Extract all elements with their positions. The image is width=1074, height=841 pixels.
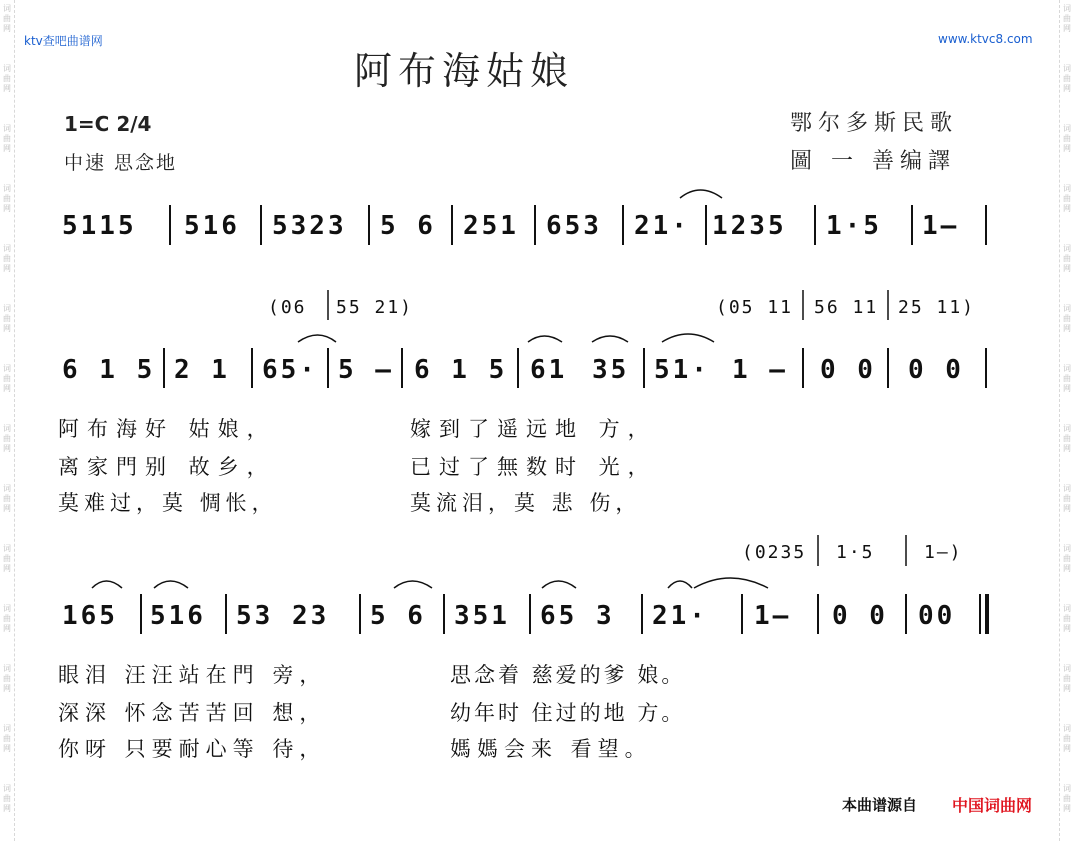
site-watermark-right: www.ktvc8.com bbox=[938, 32, 1033, 46]
lyric-line: 媽媽会来 看望。 bbox=[450, 737, 652, 761]
margin-watermark: 词 曲 网 bbox=[1063, 304, 1071, 333]
margin-watermark: 词 曲 网 bbox=[3, 484, 11, 513]
intro-measure: 25 11) bbox=[898, 297, 976, 318]
margin-watermark: 词 曲 网 bbox=[3, 304, 11, 333]
measure: 35 bbox=[592, 355, 630, 385]
measure: 5 6 bbox=[380, 211, 436, 241]
lyric-line: 眼泪 汪汪站在門 旁， bbox=[58, 663, 327, 687]
measure: 0 0 bbox=[908, 355, 964, 385]
margin-watermark: 词 曲 网 bbox=[3, 4, 11, 33]
song-origin: 鄂尔多斯民歌 bbox=[790, 111, 959, 136]
measure: 5115 bbox=[62, 211, 137, 241]
tie-arc bbox=[592, 336, 628, 342]
lyric-line: 阿布海好 姑娘， bbox=[58, 417, 276, 441]
score-line-3 bbox=[62, 578, 987, 634]
lyric-line: 离家門别 故乡， bbox=[58, 455, 276, 479]
measure: 2 1 bbox=[174, 355, 230, 385]
measure: 251 bbox=[463, 211, 519, 241]
margin-watermark: 词 曲 网 bbox=[1063, 64, 1071, 93]
intro-measure: (05 11 bbox=[716, 297, 794, 318]
margin-watermark: 词 曲 网 bbox=[3, 544, 11, 573]
measure: 516 bbox=[184, 211, 240, 241]
margin-watermark: 词 曲 网 bbox=[3, 784, 11, 813]
tie-arc bbox=[528, 336, 562, 342]
measure: 351 bbox=[454, 601, 510, 631]
margin-watermark: 词 曲 网 bbox=[1063, 544, 1071, 573]
margin-watermark: 词 曲 网 bbox=[1063, 664, 1071, 693]
tie-arc bbox=[92, 581, 122, 588]
intro-measure: (06 bbox=[268, 297, 307, 318]
score-line-3-intro bbox=[742, 535, 963, 566]
margin-watermark: 词 曲 网 bbox=[1063, 4, 1071, 33]
measure: 5 6 bbox=[370, 601, 426, 631]
site-watermark-left: ktv查吧曲谱网 bbox=[24, 34, 103, 48]
margin-watermark: 词 曲 网 bbox=[3, 424, 11, 453]
margin-watermark: 词 曲 网 bbox=[1063, 724, 1071, 753]
margin-watermark: 词 曲 网 bbox=[1063, 184, 1071, 213]
key-signature: 1=C 2/4 bbox=[64, 112, 152, 136]
measure: 00 bbox=[918, 601, 956, 631]
measure: 1— bbox=[754, 601, 792, 631]
measure: 0 0 bbox=[820, 355, 876, 385]
margin-watermark: 词 曲 网 bbox=[3, 604, 11, 633]
margin-watermark: 词 曲 网 bbox=[1063, 604, 1071, 633]
measure: 1·5 bbox=[826, 211, 882, 241]
intro-measure: 1·5 bbox=[836, 542, 875, 563]
intro-measure: 55 21) bbox=[336, 297, 414, 318]
measure: 5323 bbox=[272, 211, 347, 241]
tie-arc bbox=[668, 581, 692, 588]
source-label: 本曲谱源自 bbox=[842, 796, 918, 814]
measure: 0 0 bbox=[832, 601, 888, 631]
score-line-1 bbox=[62, 190, 986, 245]
margin-watermark: 词 曲 网 bbox=[1063, 484, 1071, 513]
tie-arc bbox=[542, 581, 576, 588]
measure: 51· bbox=[654, 355, 710, 385]
intro-measure: 56 11 bbox=[814, 297, 879, 318]
tie-arc bbox=[298, 335, 336, 342]
tie-arc bbox=[662, 334, 714, 342]
measure: 653 bbox=[546, 211, 602, 241]
measure: 6 1 5 bbox=[62, 355, 156, 385]
margin-watermark: 词 曲 网 bbox=[3, 364, 11, 393]
margin-watermark: 词 曲 网 bbox=[1063, 124, 1071, 153]
measure: 5 — bbox=[338, 355, 394, 385]
measure: 65 3 bbox=[540, 601, 615, 631]
lyric-line: 莫难过，莫 惆怅， bbox=[58, 491, 278, 515]
intro-measure: (0235 bbox=[742, 542, 807, 563]
lyric-line: 莫流泪，莫 悲 伤， bbox=[410, 491, 642, 515]
song-title: 阿布海姑娘 bbox=[354, 49, 575, 93]
measure: 165 bbox=[62, 601, 118, 631]
tie-arc bbox=[154, 581, 188, 588]
margin-watermark: 词 曲 网 bbox=[3, 64, 11, 93]
source-site-link[interactable]: 中国词曲网 bbox=[952, 796, 1033, 815]
measure: 21· bbox=[634, 211, 690, 241]
margin-watermark: 词 曲 网 bbox=[3, 184, 11, 213]
margin-watermark: 词 曲 网 bbox=[1063, 784, 1071, 813]
score-line-2 bbox=[62, 334, 986, 388]
tie-arc bbox=[694, 578, 768, 588]
lyric-line: 幼年时 住过的地 方。 bbox=[450, 701, 686, 725]
measure: 1 — bbox=[732, 355, 788, 385]
measure: 1— bbox=[922, 211, 960, 241]
margin-watermark: 词 曲 网 bbox=[1063, 424, 1071, 453]
score-line-2-intro bbox=[268, 290, 975, 320]
margin-watermark: 词 曲 网 bbox=[3, 244, 11, 273]
margin-watermark: 词 曲 网 bbox=[1063, 364, 1071, 393]
measure: 61 bbox=[530, 355, 568, 385]
lyric-line: 嫁到了遥远地 方， bbox=[410, 417, 657, 441]
measure: 1235 bbox=[712, 211, 787, 241]
measure: 516 bbox=[150, 601, 206, 631]
measure: 53 23 bbox=[236, 601, 330, 631]
tie-arc bbox=[680, 190, 722, 198]
measure: 21· bbox=[652, 601, 708, 631]
lyric-line: 已过了無数时 光， bbox=[410, 455, 657, 479]
lyric-line: 你呀 只要耐心等 待， bbox=[58, 737, 327, 761]
margin-watermark: 词 曲 网 bbox=[3, 124, 11, 153]
measure: 65· bbox=[262, 355, 318, 385]
lyric-line: 思念着 慈爱的爹 娘。 bbox=[450, 663, 686, 687]
measure: 6 1 5 bbox=[414, 355, 508, 385]
margin-watermark: 词 曲 网 bbox=[3, 664, 11, 693]
margin-watermark: 词 曲 网 bbox=[1063, 244, 1071, 273]
tie-arc bbox=[394, 581, 432, 588]
margin-watermark: 词 曲 网 bbox=[3, 724, 11, 753]
tempo-marking: 中速 思念地 bbox=[64, 152, 178, 174]
lyric-line: 深深 怀念苦苦回 想， bbox=[58, 701, 327, 725]
arranger-credit: 圖 一 善编譯 bbox=[790, 149, 956, 174]
intro-measure: 1—) bbox=[924, 542, 963, 563]
